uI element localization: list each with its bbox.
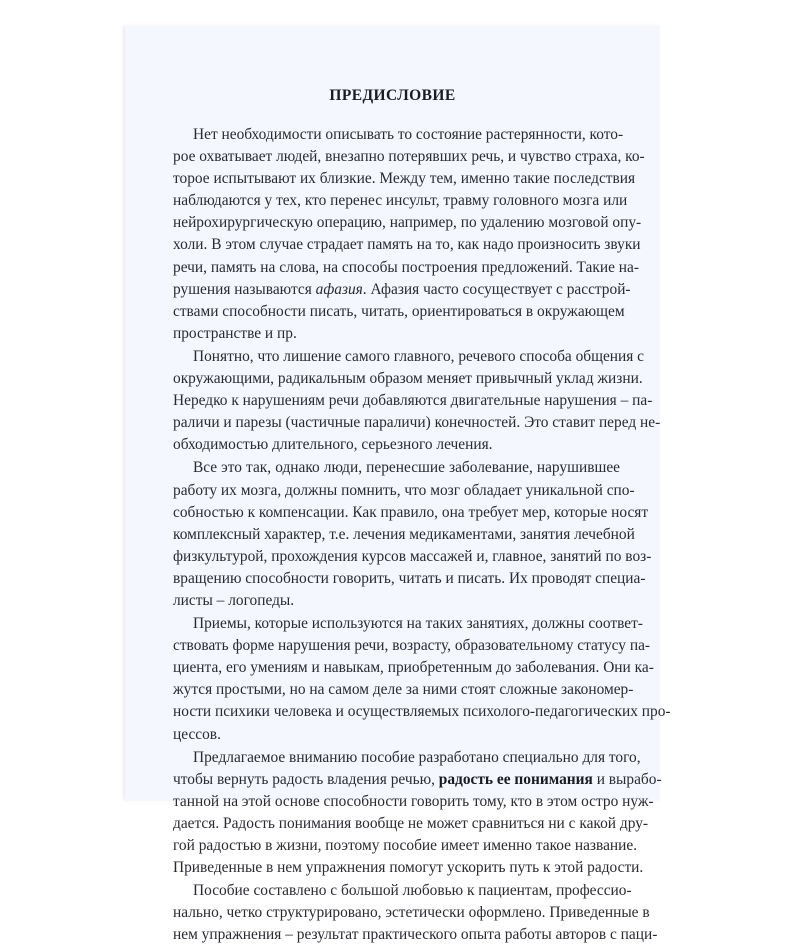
- text-line: листы – логопеды.: [173, 591, 295, 609]
- text-line: ствовать форме нарушения речи, возрасту, образовательному статусу па-: [173, 637, 651, 655]
- text-line: окружающими, радикальным образом меняет привычный уклад жизни.: [173, 370, 643, 388]
- text-line: нем упражнения – результат практического опыта работы авторов с паци-: [173, 926, 658, 944]
- text-line: Приемы, которые используются на таких занятиях, должны соответ-: [193, 615, 643, 633]
- text-line: гой радостью в жизни, поэтому пособие имеет именно такое название.: [173, 837, 638, 854]
- text-line: физкультурой, прохождения курсов массажей и, главное, занятий по воз-: [173, 547, 652, 565]
- text-line: холи. В этом случае страдает память на то, как надо произносить звуки: [173, 236, 641, 254]
- text-line: нейрохирургическую операцию, например, по удалению мозговой опу-: [173, 214, 642, 232]
- paragraph-5: [173, 747, 662, 880]
- text-line: Нередко к нарушениям речи добавляются двигательные нарушения – па-: [173, 392, 653, 410]
- text-line: Нет необходимости описывать то состояние растерянности, кото-: [193, 126, 624, 143]
- paragraph-6: [173, 880, 658, 946]
- text-line: [173, 769, 662, 791]
- text-line: [173, 279, 631, 301]
- text-line: Все это так, однако люди, перенесшие заболевание, нарушившее: [193, 459, 620, 477]
- bold-phrase: радость ее понимания: [438, 770, 593, 788]
- text-line: рое охватывает людей, внезапно потерявших речь, и чувство страха, ко-: [173, 148, 645, 166]
- text-line: раличи и парезы (частичные параличи) конечностей. Это ставит перед не-: [173, 414, 661, 432]
- term-aphasia: афазия: [315, 280, 363, 298]
- text-line: ности психики человека и осуществляемых психолого-педагогических про-: [173, 703, 671, 721]
- text-line: Предлагаемое вниманию пособие разработано специально для того,: [193, 748, 641, 766]
- text-line: комплексный характер, т.е. лечения медикаментами, занятия лечебной: [173, 525, 635, 543]
- text-line: танной на этой основе способности говорить тому, кто в этом остро нуж-: [173, 792, 654, 810]
- text-line: пространстве и пр.: [173, 324, 297, 342]
- text-line: речи, память на слова, на способы построения предложений. Такие на-: [173, 258, 639, 276]
- text-line: работу их мозга, должны помнить, что мозг обладает уникальной спо-: [173, 481, 635, 499]
- text-line: ствами способности писать, читать, ориентироваться в окружающем: [173, 302, 625, 320]
- text-line: циента, его умениям и навыкам, приобретенным до заболевания. Они ка-: [173, 659, 654, 677]
- book-page: [125, 26, 671, 944]
- document-body: [173, 124, 671, 946]
- text-line: вращению способности говорить, читать и писать. Их проводят специа-: [173, 569, 646, 587]
- text-line: собностью к компенсации. Как правило, она требует мер, которые носят: [173, 503, 649, 521]
- text-line: торое испытывают их близкие. Между тем, именно такие последствия: [173, 170, 636, 188]
- page-title: ПРЕДИСЛОВИЕ: [329, 87, 456, 104]
- paragraph-4: [173, 613, 671, 746]
- text-segment: и вырабо-: [592, 770, 662, 788]
- text-line: Понятно, что лишение самого главного, речевого способа общения с: [193, 347, 645, 365]
- text-line: наблюдаются у тех, кто перенес инсульт, травму головного мозга или: [173, 192, 628, 210]
- text-line: жутся простыми, но на самом деле за ними стоят сложные закономер-: [173, 681, 634, 699]
- text-line: Пособие составлено с большой любовью к пациентам, профессио-: [193, 882, 632, 900]
- text-line: цессов.: [173, 725, 221, 743]
- text-line: дается. Радость понимания вообще не может сравниться ни с какой дру-: [173, 814, 649, 832]
- text-line: Приведенные в нем упражнения помогут ускорить путь к этой радости.: [173, 859, 644, 877]
- text-line: обходимостью длительного, серьезного лечения.: [173, 436, 493, 454]
- paragraph-3: [173, 457, 652, 612]
- text-line: нально, четко структурировано, эстетически оформлено. Приведенные в: [173, 904, 650, 922]
- text-segment: рушения называются: [173, 280, 316, 298]
- text-segment: чтобы вернуть радость владения речью,: [173, 770, 439, 788]
- text-segment: . Афазия часто сосуществует с расстрой-: [362, 280, 631, 298]
- paragraph-2: [173, 346, 661, 456]
- paragraph-1: [173, 124, 645, 345]
